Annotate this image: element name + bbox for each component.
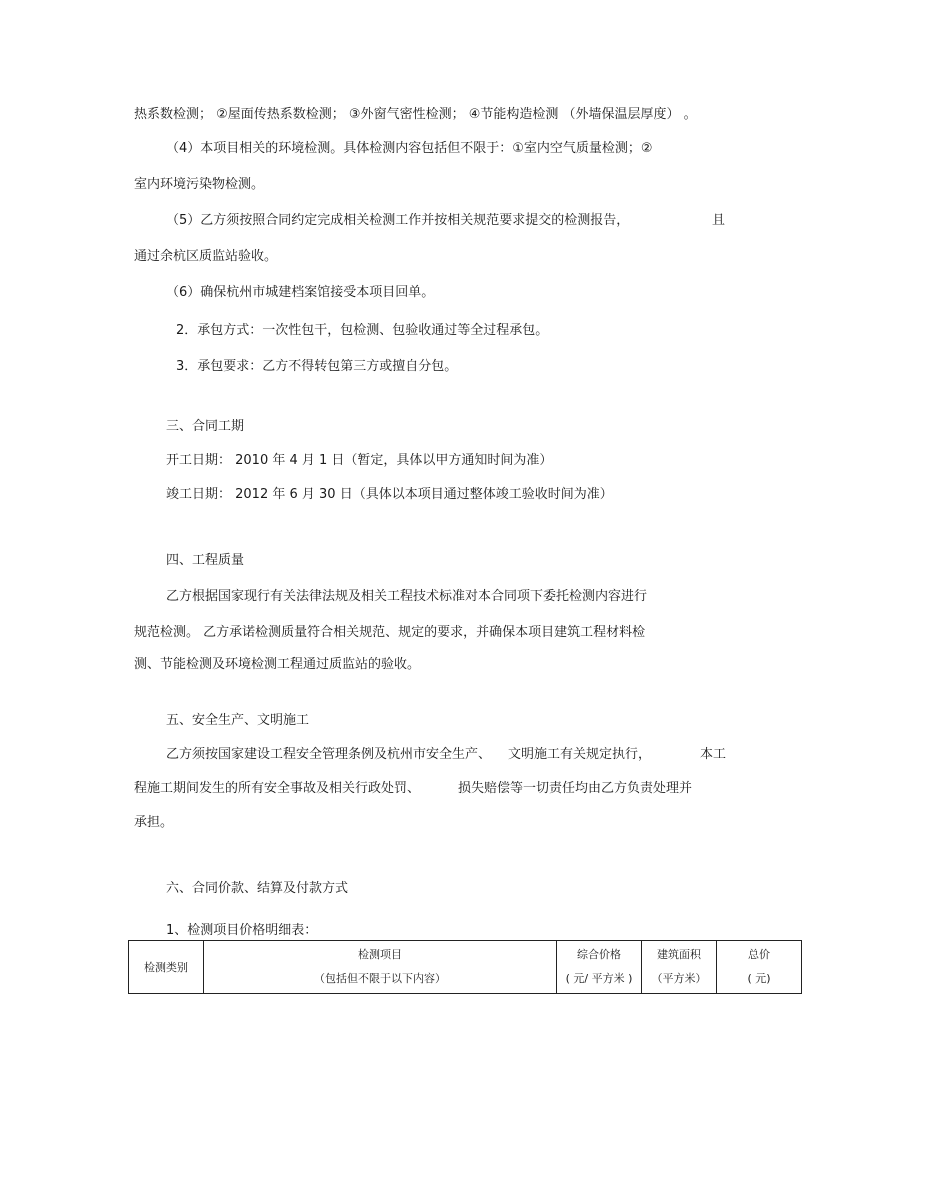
column-header-unit-price-unit: ( 元/ 平方米 ) xyxy=(565,972,633,985)
text-line: （5）乙方须按照合同约定完成相关检测工作并按相关规范要求提交的检测报告， xyxy=(166,213,630,228)
text-line: 乙方根据国家现行有关法律法规及相关工程技术标准对本合同项下委托检测内容进行 xyxy=(166,589,648,604)
column-header-items: 检测项目 xyxy=(358,948,402,961)
table-header-cell xyxy=(717,941,802,994)
price-table xyxy=(128,940,802,994)
text-line: 乙方须按国家建设工程安全管理条例及杭州市安全生产、 xyxy=(166,747,492,762)
text-line: 规范检测。 乙方承诺检测质量符合相关规范、规定的要求，并确保本项目建筑工程材料检 xyxy=(134,625,646,640)
text-line: （6）确保杭州市城建档案馆接受本项目回单。 xyxy=(166,285,435,300)
text-line: 室内环境污染物检测。 xyxy=(134,177,265,192)
column-header-total: 总价 xyxy=(748,948,770,961)
table-header-cell xyxy=(557,941,642,994)
text-line: 通过余杭区质监站验收。 xyxy=(134,249,278,264)
text-line: 承担。 xyxy=(134,815,174,830)
column-header-total-unit: ( 元) xyxy=(747,972,771,985)
column-header-area: 建筑面积 xyxy=(657,948,701,961)
column-header-unit-price: 综合价格 xyxy=(577,948,621,961)
text-line: 且 xyxy=(712,213,726,228)
text-line: 程施工期间发生的所有安全事故及相关行政处罚、 xyxy=(134,781,421,796)
section-heading: 四、工程质量 xyxy=(166,553,245,568)
text-line: 开工日期： 2010 年 4 月 1 日（暂定，具体以甲方通知时间为准） xyxy=(166,453,553,468)
text-line: （4）本项目相关的环境检测。具体检测内容包括但不限于：①室内空气质量检测；② xyxy=(166,141,653,156)
text-line: 文明施工有关规定执行， xyxy=(508,747,652,762)
text-line: 本工 xyxy=(700,747,727,762)
text-line: 竣工日期： 2012 年 6 月 30 日（具体以本项目通过整体竣工验收时间为准） xyxy=(166,487,613,502)
text-line: 热系数检测； ②屋面传热系数检测； ③外窗气密性检测； ④节能构造检测 （外墙保温层厚度） 。 xyxy=(134,107,697,122)
column-header-category: 检测类别 xyxy=(144,961,188,974)
section-heading: 五、安全生产、文明施工 xyxy=(166,713,310,728)
text-line: 损失赔偿等一切责任均由乙方负责处理并 xyxy=(458,781,693,796)
section-heading: 三、合同工期 xyxy=(166,419,245,434)
text-line: 1、检测项目价格明细表： xyxy=(166,923,318,938)
table-header-cell xyxy=(642,941,717,994)
table-row xyxy=(129,941,802,994)
text-line: 2．承包方式：一次性包干，包检测、包验收通过等全过程承包。 xyxy=(176,323,549,338)
table-header-cell xyxy=(129,941,204,994)
text-line: 3．承包要求：乙方不得转包第三方或擅自分包。 xyxy=(176,359,458,374)
column-header-items-note: （包括但不限于以下内容） xyxy=(314,972,446,985)
text-line: 测、节能检测及环境检测工程通过质监站的验收。 xyxy=(134,657,421,672)
section-heading: 六、合同价款、结算及付款方式 xyxy=(166,881,349,896)
column-header-area-unit: （平方米） xyxy=(651,972,707,985)
table-header-cell xyxy=(204,941,557,994)
